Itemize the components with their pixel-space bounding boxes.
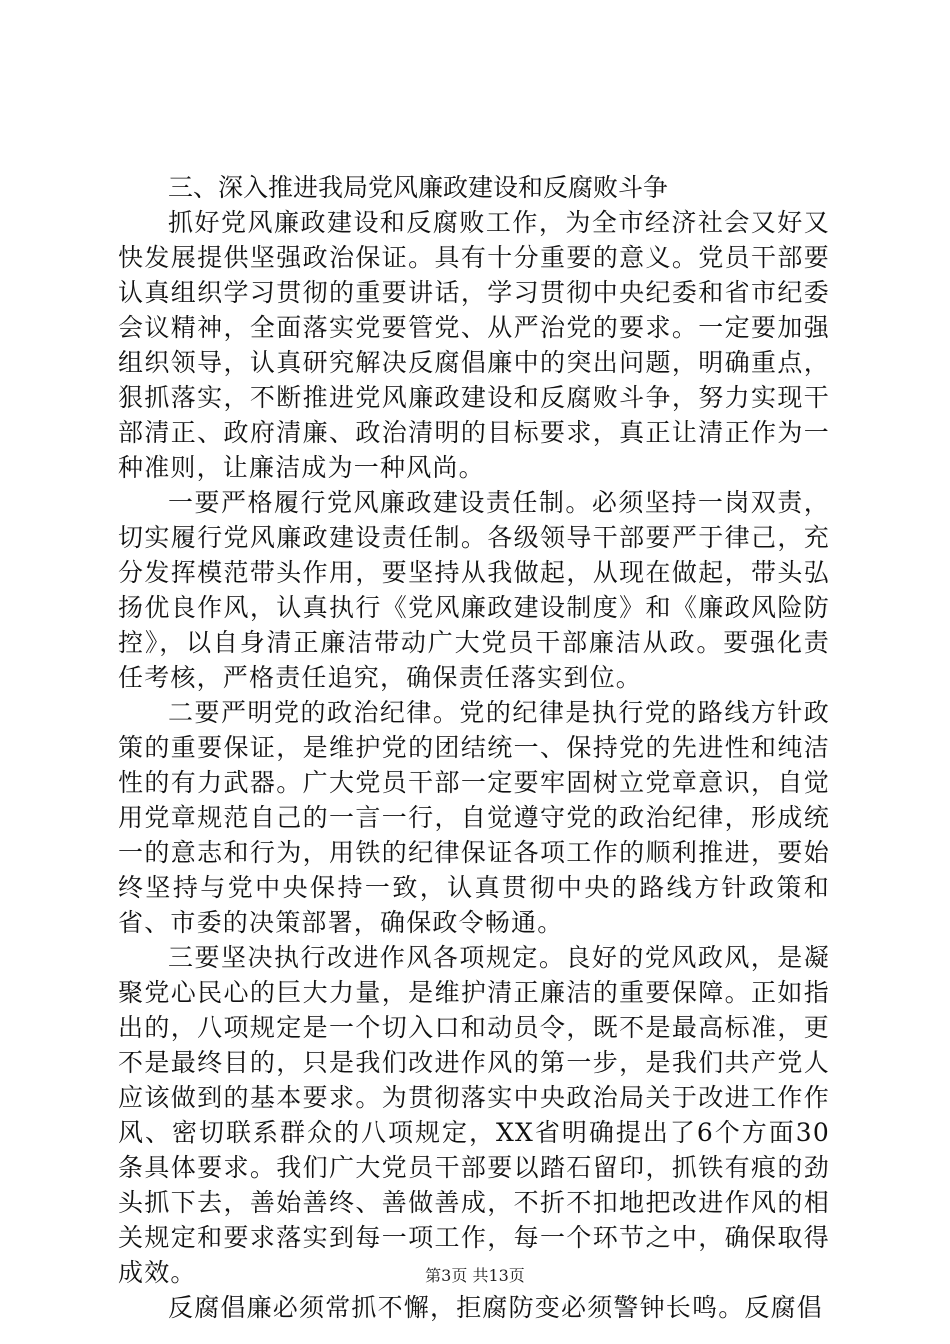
paragraph-responsibility: 一要严格履行党风廉政建设责任制。必须坚持一岗双责，切实履行党风廉政建设责任制。各级领导干部要严于律己，充分发挥模范带头作用，要坚持从我做起，从现在做起，带头弘扬优良作风，认真执行《党风廉政建设制度》和《廉政风险防控》，以自身清正廉洁带动广大党员干部廉洁从政。要强化责任考核，严格责任追究，确保责任落实到位。	[118, 488, 830, 692]
paragraph-continuation: 反腐倡廉必须常抓不懈，拒腐防变必须警钟长鸣。反腐倡	[168, 1293, 824, 1322]
section-heading: 三、深入推进我局党风廉政建设和反腐败斗争	[168, 173, 669, 202]
document-body	[118, 170, 830, 1325]
page-number-footer: 第3页 共13页	[425, 1266, 525, 1285]
paragraph-style-rules: 三要坚决执行改进作风各项规定。良好的党风政风，是凝聚党心民心的巨大力量，是维护清正廉洁的重要保障。正如指出的，八项规定是一个切入口和动员令，既不是最高标准，更不是最终目的，只是我们改进作风的第一步，是我们共产党人应该做到的基本要求。为贯彻落实中央政治局关于改进工作作风、密切联系群众的八项规定，XX省明确提出了6个方面30条具体要求。我们广大党员干部要以踏石留印，抓铁有痕的劲头抓下去，善始善终、善做善成，不折不扣地把改进作风的相关规定和要求落实到每一项工作，每一个环节之中，确保取得成效。	[118, 943, 830, 1287]
paragraph-discipline: 二要严明党的政治纪律。党的纪律是执行党的路线方针政策的重要保证，是维护党的团结统一、保持党的先进性和纯洁性的有力武器。广大党员干部一定要牢固树立党章意识，自觉用党章规范自己的一言一行，自觉遵守党的政治纪律，形成统一的意志和行为，用铁的纪律保证各项工作的顺利推进，要始终坚持与党中央保持一致，认真贯彻中央的路线方针政策和省、市委的决策部署，确保政令畅通。	[118, 698, 830, 937]
paragraph-intro: 抓好党风廉政建设和反腐败工作，为全市经济社会又好又快发展提供坚强政治保证。具有十分重要的意义。党员干部要认真组织学习贯彻的重要讲话，学习贯彻中央纪委和省市纪委会议精神，全面落实党要管党、从严治党的要求。一定要加强组织领导，认真研究解决反腐倡廉中的突出问题，明确重点，狠抓落实，不断推进党风廉政建设和反腐败斗争，努力实现干部清正、政府清廉、政治清明的目标要求，真正让清正作为一种准则，让廉洁成为一种风尚。	[118, 208, 830, 482]
